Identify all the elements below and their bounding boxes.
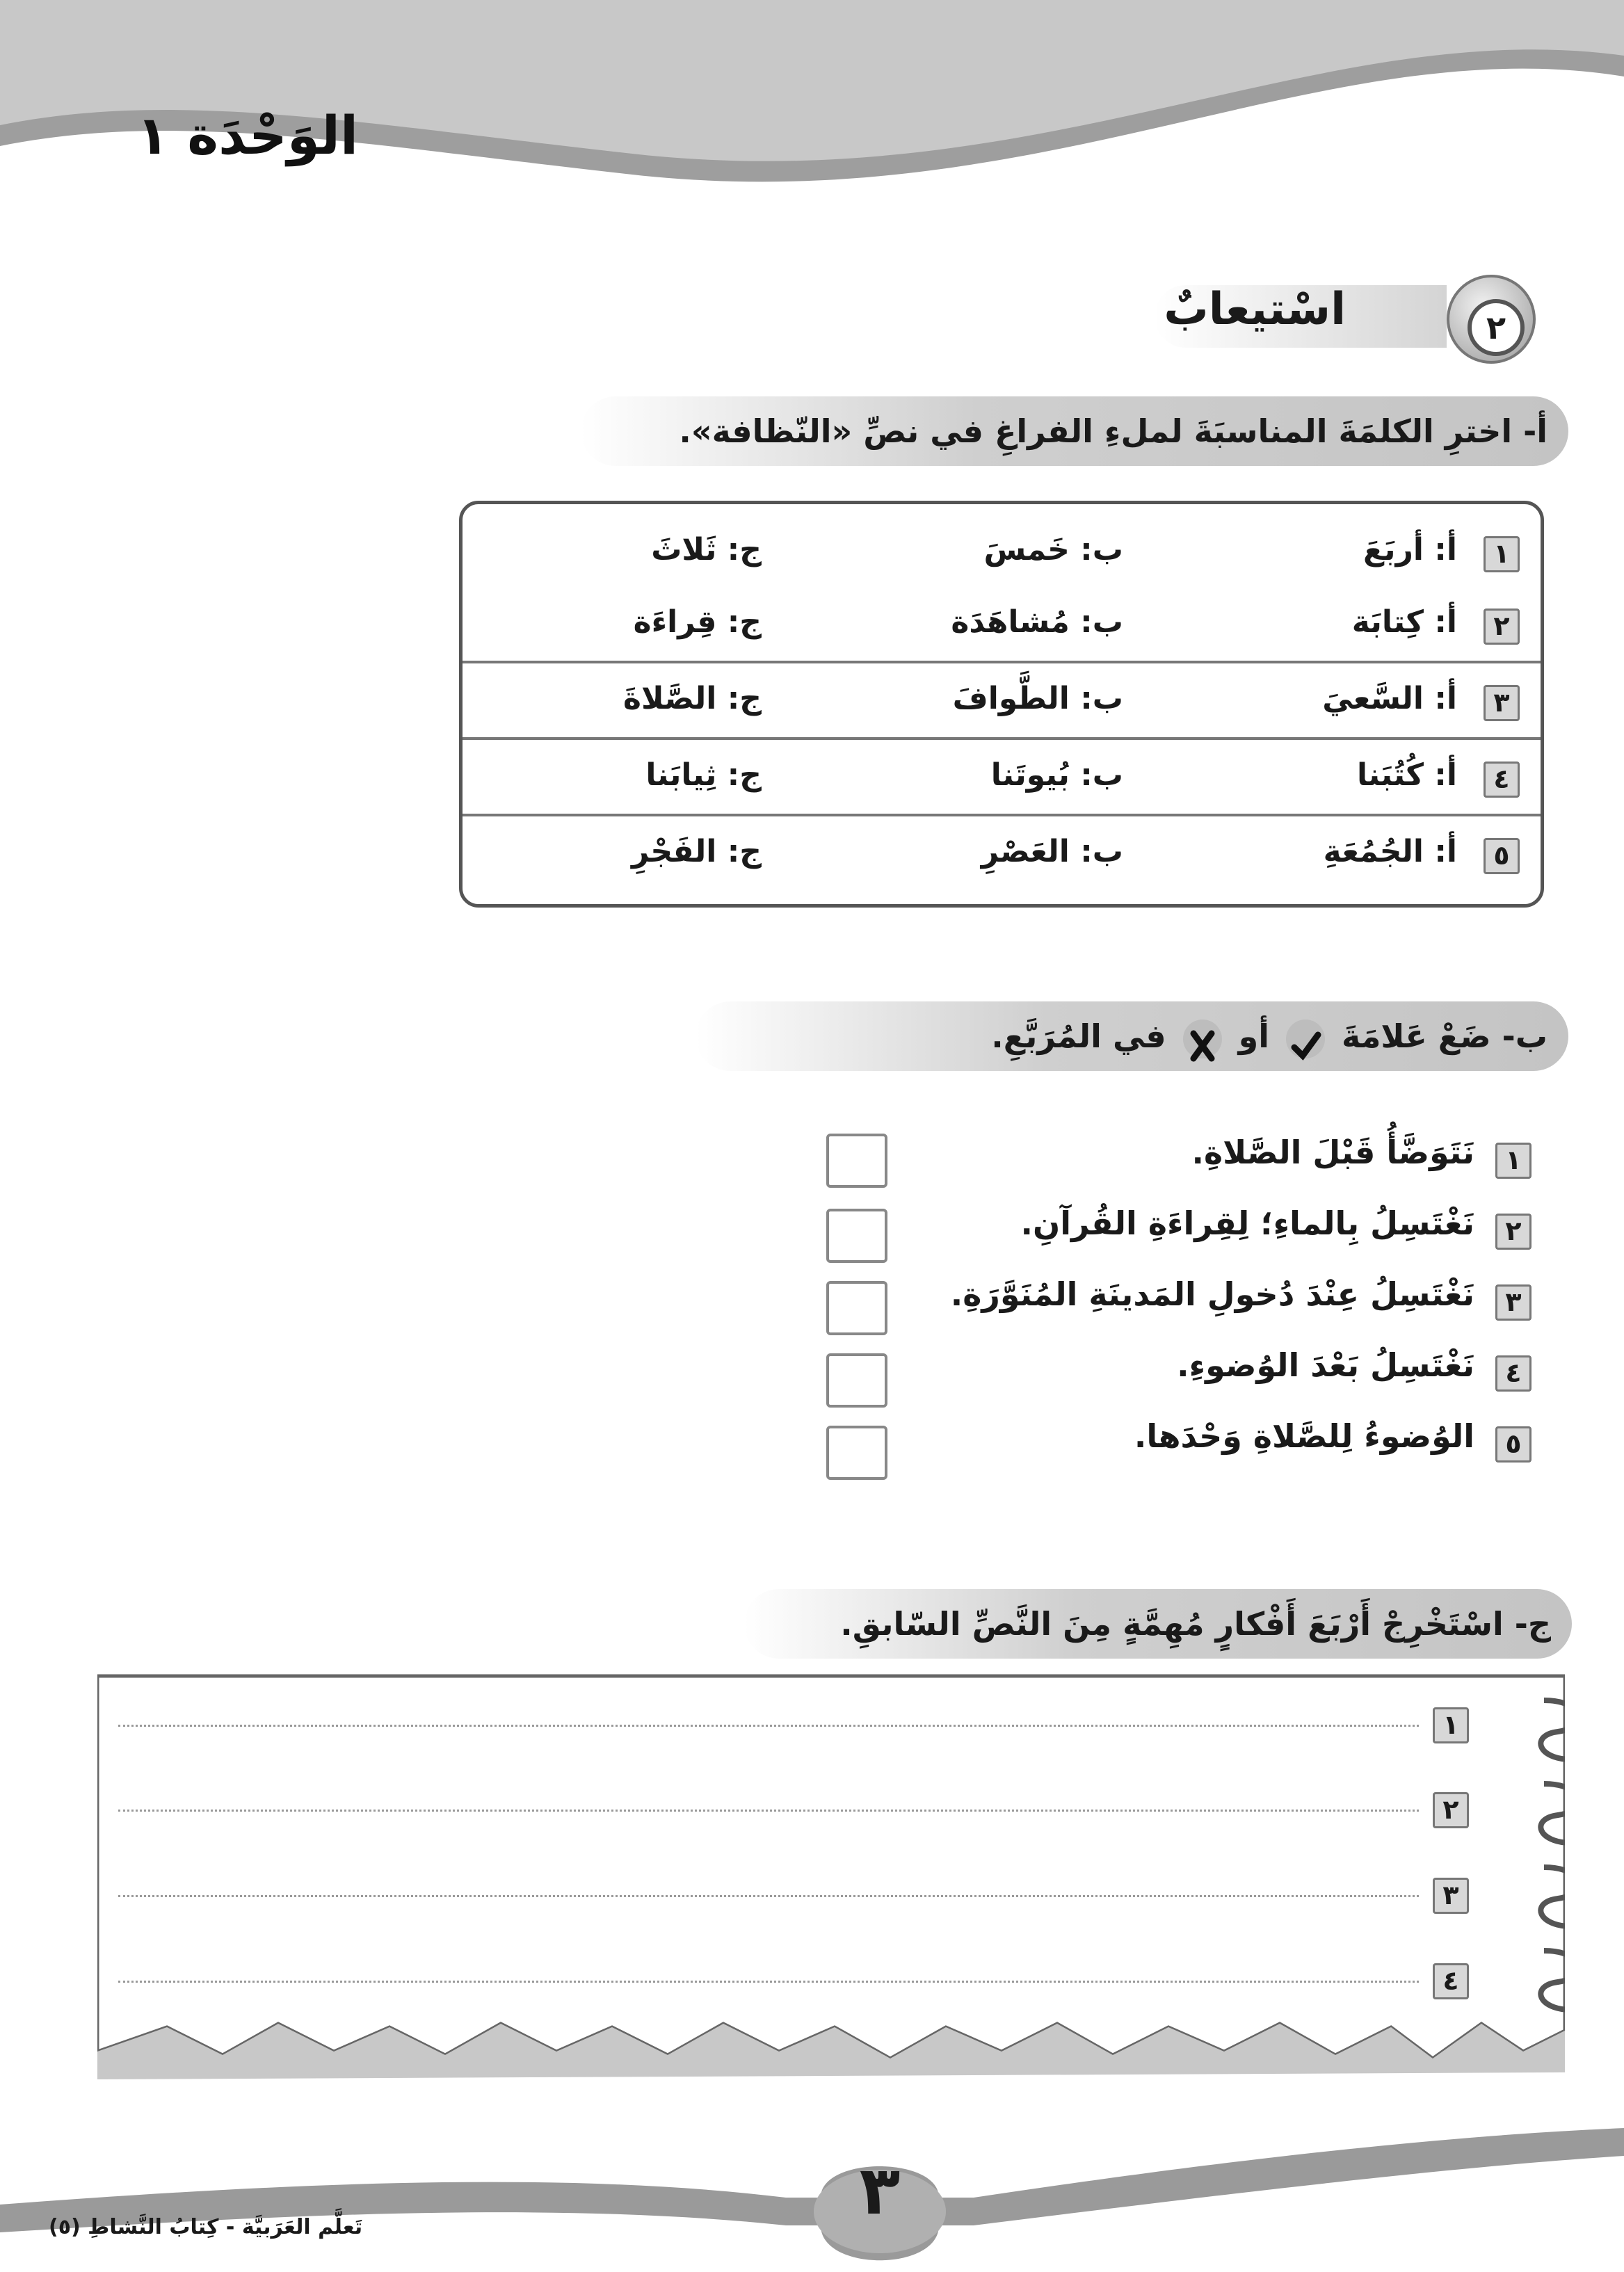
option-b[interactable]: ب: العَصْرِ — [981, 834, 1123, 869]
writing-line[interactable] — [118, 1725, 1419, 1727]
statement-number: ٥ — [1495, 1426, 1531, 1463]
part-c-instruction: ج- اسْتَخْرِجْ أَرْبَعَ أَفْكارٍ مُهِمَّةٍ مِنَ النَّصِّ السّابقِ. — [744, 1589, 1572, 1659]
option-a[interactable]: أ: السَّعيَ — [1322, 681, 1457, 716]
line-number: ٤ — [1433, 1963, 1469, 1999]
choice-row — [463, 746, 1541, 824]
unit-title: الوَحْدَة ١ — [136, 104, 358, 166]
choices-table — [459, 501, 1544, 908]
page-number: ٣ — [859, 2152, 901, 2230]
answer-checkbox[interactable] — [826, 1353, 887, 1408]
part-b-instruction-or: أو — [1238, 1017, 1270, 1055]
option-a[interactable]: أ: أربَعَ — [1363, 532, 1457, 567]
section-number: ٢ — [1468, 299, 1525, 356]
book-title: تَعلَّم العَرَبيَّة - كِتابُ النَّشاطِ (٥) — [49, 2215, 363, 2239]
option-c[interactable]: ج: الفَجْرِ — [632, 834, 762, 869]
check-mark-icon — [1286, 1020, 1325, 1058]
statement-text: نَغْتَسِلُ بِالماءِ؛ لِقِراءَةِ القُرآنِ. — [1020, 1205, 1474, 1242]
line-number: ٢ — [1433, 1792, 1469, 1828]
statement-number: ٣ — [1495, 1284, 1531, 1321]
answer-checkbox[interactable] — [826, 1426, 887, 1480]
row-number: ٢ — [1484, 609, 1520, 645]
option-b[interactable]: ب: بُيوتَنا — [990, 757, 1123, 793]
part-b-instruction-suffix: في المُرَبَّعِ. — [991, 1017, 1166, 1055]
option-c[interactable]: ج: ثَلاثَ — [651, 532, 762, 567]
choice-row — [463, 593, 1541, 671]
row-number: ٥ — [1484, 838, 1520, 874]
option-b[interactable]: ب: الطَّوافَ — [952, 681, 1123, 716]
answer-checkbox[interactable] — [826, 1134, 887, 1188]
statement-text: نَتَوَضَّأُ قَبْلَ الصَّلاةِ. — [1191, 1134, 1474, 1171]
writing-line[interactable] — [118, 1981, 1419, 1983]
statement-text: الوُضوءُ لِلصَّلاةِ وَحْدَها. — [1134, 1417, 1474, 1455]
answer-checkbox[interactable] — [826, 1281, 887, 1335]
row-number: ٣ — [1484, 685, 1520, 721]
row-divider — [463, 814, 1541, 816]
option-a[interactable]: أ: الجُمُعَةِ — [1323, 834, 1457, 869]
option-c[interactable]: ج: الصَّلاةَ — [623, 681, 762, 716]
option-a[interactable]: أ: كِتابَة — [1351, 604, 1457, 640]
answer-checkbox[interactable] — [826, 1209, 887, 1263]
option-a[interactable]: أ: كُتُبَنا — [1357, 757, 1457, 793]
choice-row — [463, 517, 1541, 595]
part-a-instruction: أ- اخترِ الكلمَةَ المناسبَةَ لملءِ الفراغِ في نصِّ «النّظافة». — [581, 396, 1568, 466]
choice-row — [463, 670, 1541, 748]
statement-number: ١ — [1495, 1143, 1531, 1179]
statement-number: ٤ — [1495, 1355, 1531, 1392]
option-b[interactable]: ب: مُشاهَدَة — [951, 604, 1123, 640]
part-b-instruction — [696, 1001, 1568, 1071]
line-number: ١ — [1433, 1707, 1469, 1743]
row-divider — [463, 737, 1541, 740]
writing-line[interactable] — [118, 1895, 1419, 1897]
part-b-instruction-prefix: ب- ضَعْ عَلامَةَ — [1342, 1017, 1547, 1055]
writing-line[interactable] — [118, 1810, 1419, 1812]
option-c[interactable]: ج: ثِيابَنا — [645, 757, 762, 793]
statement-text: نَغْتَسِلُ بَعْدَ الوُضوءِ. — [1177, 1346, 1474, 1384]
row-number: ١ — [1484, 536, 1520, 572]
footer-wave-decoration — [0, 2114, 1624, 2272]
row-number: ٤ — [1484, 762, 1520, 798]
statement-number: ٢ — [1495, 1214, 1531, 1250]
cross-mark-icon — [1183, 1020, 1222, 1058]
section-title: اسْتيعابٌ — [1164, 284, 1346, 335]
choice-row — [463, 823, 1541, 901]
option-c[interactable]: ج: قِراءَة — [633, 604, 762, 640]
row-divider — [463, 661, 1541, 663]
option-b[interactable]: ب: خَمسَ — [983, 532, 1123, 567]
statement-text: نَغْتَسِلُ عِنْدَ دُخولِ المَدينَةِ المُنَوَّرَةِ. — [950, 1275, 1474, 1313]
line-number: ٣ — [1433, 1878, 1469, 1914]
